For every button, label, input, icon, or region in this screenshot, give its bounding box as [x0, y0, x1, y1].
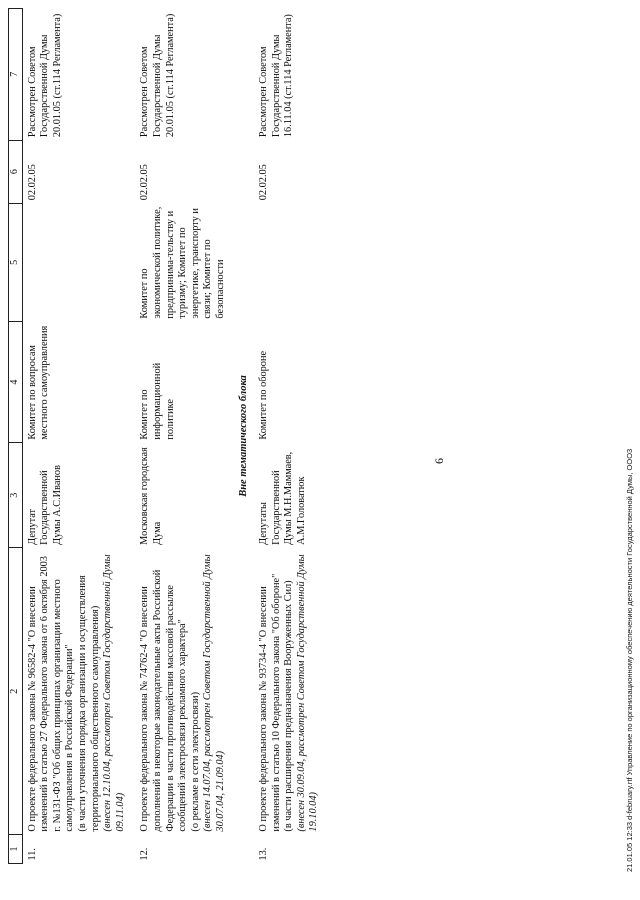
initiator: Депутат Государственной Думы А.С.Иванов [26, 465, 63, 545]
header-col-5: 5 [9, 203, 23, 321]
bill-detail: (в части уточнения порядка организации и осуществления территориального общественного самоуправления) [76, 575, 101, 832]
responsible-committee: Комитет по вопросам местного самоуправления [26, 325, 51, 440]
bill-cell [22, 548, 135, 835]
responsible-committee: Комитет по обороне [258, 350, 270, 440]
bill-detail: (в части расширения предназначения Вооруженных Сил) [283, 580, 295, 832]
page-number: 6 [432, 458, 446, 464]
row-number: 11. [26, 848, 38, 861]
bill-note: (внесен 12.10.04, рассмотрен Советом Государственной Думы 09.11.04) [102, 554, 126, 832]
co-committee [254, 203, 329, 321]
header-col-1: 1 [9, 835, 23, 864]
row-number: 13. [258, 847, 270, 861]
status: Рассмотрен Советом Государственной Думы 20.01.05 (ст.114 Регламента) [26, 13, 63, 138]
bill-cell [254, 548, 329, 835]
table-row [22, 9, 135, 864]
header-col-7: 7 [9, 9, 23, 141]
section-title: Вне тематического блока [237, 375, 249, 497]
header-col-3: 3 [9, 443, 23, 548]
header-col-2: 2 [9, 548, 23, 835]
header-col-6: 6 [9, 140, 23, 203]
bill-title: О проекте федерального закона № 74762-4 "О внесении дополнений в некоторые законодательные акты Российской Федерации в части противодействия массовой рассылке сообщений электросвязи рекламного характера" [139, 569, 189, 832]
header-row [9, 9, 23, 864]
bill-detail: (о рекламе в сети электросвязи) [189, 692, 201, 832]
bill-cell [135, 548, 235, 835]
bill-title: О проекте федерального закона № 96582-4 "О внесении изменений в статью 27 Федерального закона от 6 октября 2003 г. №131-ФЗ "Об общих принципах организации местного самоуправления в Российской Федерации" [26, 556, 76, 832]
date: 02.02.05 [139, 164, 151, 201]
status: Рассмотрен Советом Государственной Думы 20.01.05 (ст.114 Регламента) [139, 13, 176, 138]
footer-text: 21.01.05 12:33 d-february.rtf Управление по организационному обеспечению деятельности Государственной Думы, ООО3 [625, 448, 634, 872]
table-row [254, 9, 329, 864]
table-row [135, 9, 235, 864]
co-committee [22, 203, 135, 321]
agenda-table [8, 8, 329, 864]
header-col-4: 4 [9, 322, 23, 443]
bill-note: (внесен 14.07.04, рассмотрен Советом Государственной Думы 30.07.04, 21.09.04) [202, 554, 226, 832]
co-committee: Комитет по экономической политике, предпринима-тельству и туризму; Комитет по энергетике, транспорту и связи; Комитет по безопасности [139, 206, 226, 319]
bill-title: О проекте федерального закона № 93734-4 "О внесении изменений в статью 10 Федерального закона "Об обороне" [258, 573, 282, 832]
initiator: Московская городская Дума [139, 447, 163, 545]
date: 02.02.05 [258, 164, 270, 201]
section-row [236, 9, 255, 864]
responsible-committee: Комитет по информационной политике [139, 362, 176, 440]
date: 02.02.05 [26, 164, 38, 201]
initiator: Депутаты Государственной Думы М.Н.Маммаев, А.М.Головатюк [258, 451, 307, 545]
row-number: 12. [139, 847, 151, 861]
bill-note: (внесен 30.09.04, рассмотрен Советом Государственной Думы 19.10.04) [295, 554, 320, 832]
status: Рассмотрен Советом Государственной Думы 16.11.04 (ст.114 Регламента) [258, 14, 295, 138]
